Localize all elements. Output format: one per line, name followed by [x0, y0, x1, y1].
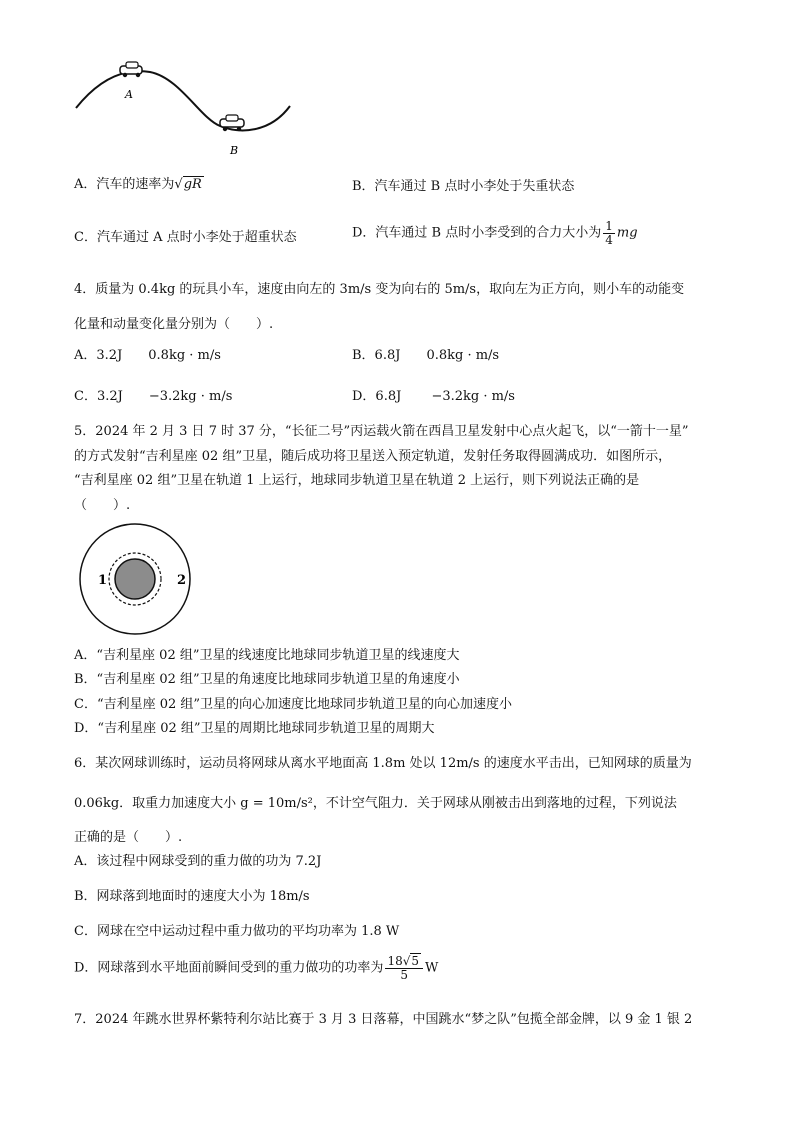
track-curve	[76, 71, 290, 130]
orbit-figure	[78, 518, 196, 640]
q3-option-a	[74, 178, 204, 191]
q4-option-a: A．3.2J 0.8kg · m/s	[74, 348, 221, 363]
q3-option-c: C．汽车通过 A 点时小李处于超重状态	[74, 230, 297, 245]
fraction-quarter	[603, 220, 615, 246]
q6-option-d-text: D．网球落到水平地面前瞬间受到的重力做功的功率为	[74, 960, 384, 976]
q5-stem-line3: “吉利星座 02 组”卫星在轨道 1 上运行，地球同步轨道卫星在轨道 2 上运行，则下列说法正确的是	[74, 473, 640, 488]
q4-option-b: B．6.8J 0.8kg · m/s	[352, 348, 500, 363]
q5-option-a: A．“吉利星座 02 组”卫星的线速度比地球同步轨道卫星的线速度大	[74, 648, 460, 663]
q7-stem-line1: 7．2024 年跳水世界杯紫特利尔站比赛于 3 月 3 日落幕，中国跳水“梦之队”包揽全部金牌，以 9 金 1 银 2	[74, 1012, 693, 1027]
q5-option-b: B．“吉利星座 02 组”卫星的角速度比地球同步轨道卫星的角速度小	[74, 672, 460, 687]
earth	[115, 559, 155, 599]
sqrt-radicand: 5	[411, 954, 420, 968]
q6-option-d	[74, 955, 438, 981]
fraction-denominator: 4	[605, 232, 613, 247]
car-a	[120, 62, 142, 77]
fraction-numerator: 1	[605, 219, 613, 233]
orbit-1-label: 1	[98, 573, 108, 588]
track-figure	[70, 58, 300, 158]
q4-stem-line2: 化量和动量变化量分别为（ ）.	[74, 317, 274, 332]
q5-stem-line2: 的方式发射“吉利星座 02 组”卫星，随后成功将卫星送入预定轨道，发射任务取得圆满成功．如图所示，	[74, 449, 672, 464]
q6-stem-line1: 6．某次网球训练时，运动员将网球从离水平地面高 1.8m 处以 12m/s 的速度水平击出，已知网球的质量为	[74, 756, 692, 771]
sqrt-five: √5	[402, 954, 420, 968]
q6-option-a: A．该过程中网球受到的重力做的功为 7.2J	[74, 854, 322, 869]
q3-option-b: B．汽车通过 B 点时小李处于失重状态	[352, 179, 575, 194]
q3-option-d-text: D．汽车通过 B 点时小李受到的合力大小为	[352, 225, 602, 241]
q3-option-d-suffix: mg	[616, 225, 638, 241]
q5-option-c: C．“吉利星座 02 组”卫星的向心加速度比地球同步轨道卫星的向心加速度小	[74, 697, 513, 712]
q6-option-c: C．网球在空中运动过程中重力做功的平均功率为 1.8 W	[74, 924, 400, 939]
q5-stem-line4: （ ）.	[74, 498, 131, 513]
fraction-numerator	[385, 955, 423, 969]
q4-stem-line1: 4．质量为 0.4kg 的玩具小车，速度由向左的 3m/s 变为向右的 5m/s，取向左为正方向，则小车的动能变	[74, 282, 685, 297]
q3-option-d	[352, 220, 638, 246]
q6-option-b: B．网球落到地面时的速度大小为 18m/s	[74, 889, 310, 904]
label-a: A	[125, 88, 133, 101]
fraction-denominator: 5	[400, 967, 409, 982]
sqrt-gr: √gR	[174, 177, 202, 192]
label-b: B	[230, 144, 239, 157]
q3-option-a-text: A．汽车的速率为	[74, 177, 175, 192]
q6-stem-line3: 正确的是（ ）.	[74, 830, 183, 845]
fraction-power	[385, 955, 423, 981]
q4-option-d: D．6.8J −3.2kg · m/s	[352, 389, 515, 404]
sqrt-radicand: gR	[183, 177, 202, 192]
q4-option-c: C．3.2J −3.2kg · m/s	[74, 389, 233, 404]
q6-stem-line2: 0.06kg．取重力加速度大小 g = 10m/s²，不计空气阻力．关于网球从刚被击出到落地的过程，下列说法	[74, 796, 677, 811]
q5-option-d: D．“吉利星座 02 组”卫星的周期比地球同步轨道卫星的周期大	[74, 721, 435, 736]
q5-stem-line1: 5．2024 年 2 月 3 日 7 时 37 分，“长征二号”丙运载火箭在西昌卫星发射中心点火起飞，以“一箭十一星”	[74, 424, 689, 439]
q6-option-d-suffix: W	[425, 960, 439, 976]
numerator-coefficient: 18	[387, 954, 403, 968]
orbit-2-label: 2	[177, 573, 187, 588]
